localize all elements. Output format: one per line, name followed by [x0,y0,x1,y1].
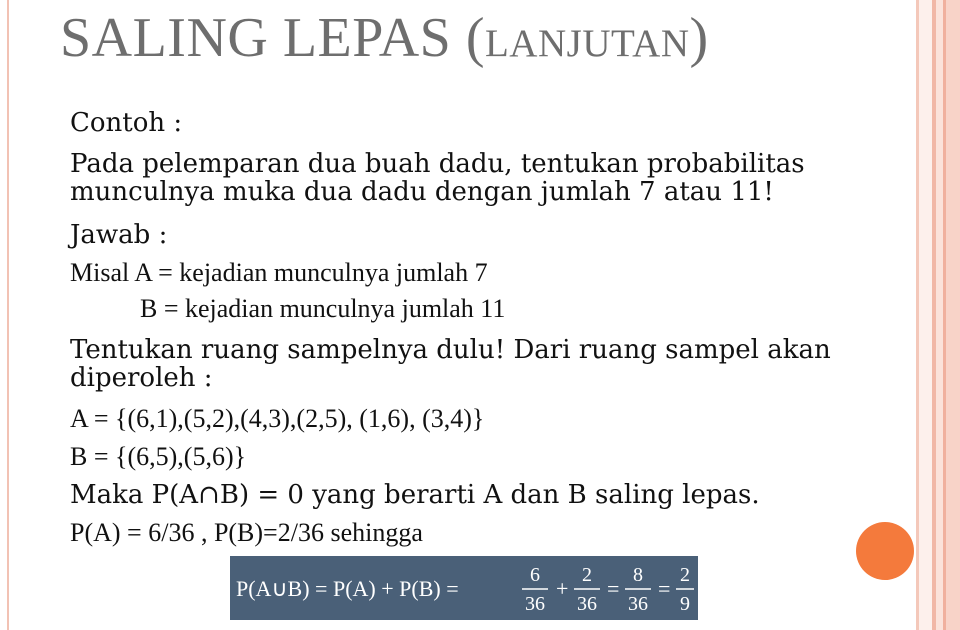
right-decorative-stripes [916,0,960,630]
stripe [946,0,960,630]
fraction-2-numerator: 2 [582,564,592,586]
definition-a: Misal A = kejadian munculnya jumlah 7 [70,258,488,287]
left-frame-line [7,0,9,630]
plus-sign: + [556,576,569,601]
formula-image [230,556,698,620]
stripe [919,0,932,630]
intersection-statement: Maka P(A∩B) = 0 yang berarti A dan B saling lepas. [70,480,760,510]
example-label: Contoh : [70,108,183,138]
problem-statement: Pada pelemparan dua buah dadu, tentukan probabilitas munculnya muka dua dadu dengan jumlah 7 atau 11! [70,149,805,207]
fraction-4-numerator: 2 [680,564,690,586]
sample-space-note: Tentukan ruang sampelnya dulu! Dari ruang sampel akan diperoleh : [70,335,831,393]
set-b: B = {(6,5),(5,6)} [70,442,247,471]
formula-lhs: P(A∪B) = P(A) + P(B) = [236,576,459,601]
answer-label: Jawab : [70,220,168,250]
decorative-orange-circle [856,522,914,580]
fraction-3-numerator: 8 [633,564,643,586]
probabilities-line: P(A) = 6/36 , P(B)=2/36 sehingga [70,518,423,547]
fraction-2-denominator: 36 [577,593,597,615]
title-end: ) [689,7,709,69]
fraction-1-denominator: 36 [525,593,545,615]
fraction-3-denominator: 36 [628,593,648,615]
definition-b: B = kejadian munculnya jumlah 11 [140,294,506,323]
equals-sign-2: = [658,576,671,601]
fraction-1-numerator: 6 [530,564,540,586]
title-smallcaps: lanjutan [484,7,690,69]
title-main: SALING LEPAS ( [60,7,485,69]
formula-svg [230,556,698,620]
equals-sign-1: = [607,576,620,601]
fraction-4-denominator: 9 [680,593,690,615]
slide-title [60,6,709,70]
stripe [936,0,943,630]
set-a: A = {(6,1),(5,2),(4,3),(2,5), (1,6), (3,4)} [70,404,485,433]
